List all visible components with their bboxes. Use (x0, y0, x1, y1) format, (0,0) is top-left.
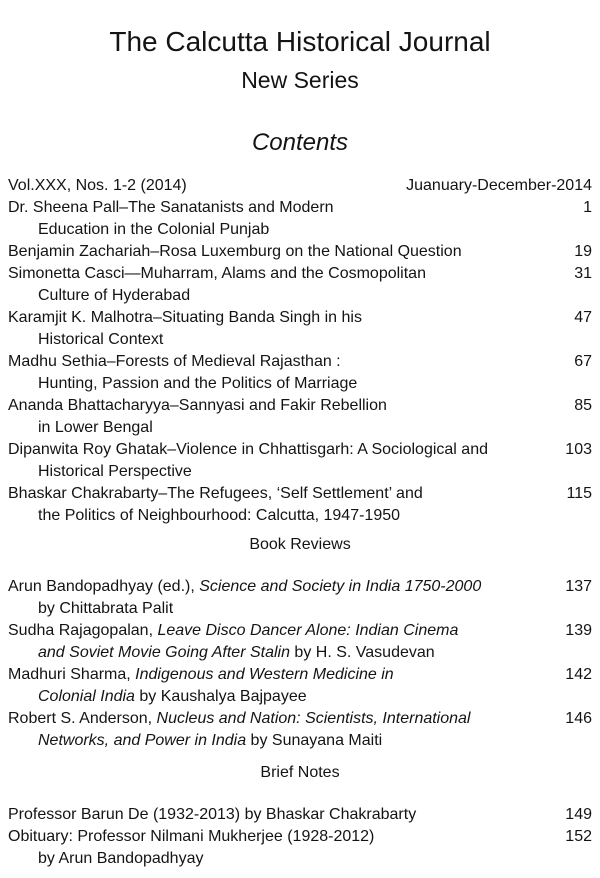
review-entry (0, 576, 600, 620)
article-entry (0, 197, 600, 241)
article-line: Dr. Sheena Pall–The Sanatanists and Modern (8, 199, 334, 216)
article-line: Ananda Bhattacharyya–Sannyasi and Fakir Rebellion (8, 397, 387, 414)
page-number: 115 (566, 485, 592, 502)
article-line-cont: the Politics of Neighbourhood: Calcutta, 1947-1950 (38, 507, 401, 524)
review-entry (0, 664, 600, 708)
page-number: 31 (574, 265, 592, 282)
contents-heading: Contents (251, 129, 349, 156)
article-entry (0, 395, 600, 439)
article-entry (0, 483, 600, 527)
review-title: Indigenous and Western Medicine in (135, 666, 394, 683)
review-author: Arun Bandopadhyay (ed.), (8, 578, 200, 595)
page-number: 67 (574, 353, 592, 370)
page-number: 103 (565, 441, 592, 458)
article-line: Simonetta Casci—Muharram, Alams and the Cosmopolitan (8, 265, 426, 282)
brief-notes-list (0, 804, 600, 870)
page-number: 1 (583, 199, 592, 216)
article-entry (0, 351, 600, 395)
review-author: Sudha Rajagopalan, (8, 622, 158, 639)
page-number: 19 (574, 243, 592, 260)
series-subtitle: New Series (241, 67, 359, 93)
article-entry (0, 241, 600, 263)
review-title: Science and Society in India 1750-2000 (199, 578, 482, 595)
article-line: Karamjit K. Malhotra–Situating Banda Singh in his (8, 309, 362, 326)
article-line-cont: Culture of Hyderabad (38, 287, 191, 304)
book-reviews-list (0, 576, 600, 752)
article-entry (0, 263, 600, 307)
article-line: Benjamin Zachariah–Rosa Luxemburg on the National Question (8, 243, 462, 260)
volume-period: Juanuary-December-2014 (406, 177, 592, 194)
page-number: 47 (574, 309, 592, 326)
note-line-cont: by Arun Bandopadhyay (38, 850, 204, 867)
article-line: Dipanwita Roy Ghatak–Violence in Chhattisgarh: A Sociological and (8, 441, 488, 458)
review-entry (0, 708, 600, 752)
journal-header (0, 0, 600, 157)
review-title-cont: and Soviet Movie Going After Stalin (38, 644, 290, 661)
article-line: Madhu Sethia–Forests of Medieval Rajasthan : (8, 353, 341, 370)
note-line: Obituary: Professor Nilmani Mukherjee (1928-2012) (8, 828, 375, 845)
article-line-cont: Education in the Colonial Punjab (38, 221, 270, 238)
article-entry (0, 439, 600, 483)
review-reviewer: by Chittabrata Palit (38, 600, 174, 617)
review-entry (0, 620, 600, 664)
volume-label: Vol.XXX, Nos. 1-2 (2014) (8, 177, 187, 194)
review-author: Robert S. Anderson, (8, 710, 157, 727)
note-entry (0, 826, 600, 870)
article-line-cont: Hunting, Passion and the Politics of Marriage (38, 375, 358, 392)
book-reviews-heading: Book Reviews (249, 536, 351, 553)
page-number: 85 (574, 397, 592, 414)
review-reviewer: by Kaushalya Bajpayee (134, 688, 307, 705)
note-entry (0, 804, 600, 826)
page-number: 152 (565, 828, 592, 845)
note-line: Professor Barun De (1932-2013) by Bhaskar Chakrabarty (8, 806, 417, 823)
page-number: 139 (565, 622, 592, 639)
articles-list (0, 197, 600, 527)
review-reviewer: by Sunayana Maiti (246, 732, 383, 749)
review-author: Madhuri Sharma, (8, 666, 136, 683)
article-line-cont: Historical Perspective (38, 463, 192, 480)
page-number: 146 (565, 710, 592, 727)
page-number: 149 (565, 806, 592, 823)
review-title-cont: Colonial India (38, 688, 135, 705)
review-title: Nucleus and Nation: Scientists, International (156, 710, 471, 727)
page-number: 142 (565, 666, 592, 683)
brief-notes-heading: Brief Notes (260, 764, 340, 781)
page-number: 137 (565, 578, 592, 595)
review-title-cont: Networks, and Power in India (38, 732, 247, 749)
article-line-cont: Historical Context (38, 331, 164, 348)
review-reviewer: by H. S. Vasudevan (289, 644, 435, 661)
article-line-cont: in Lower Bengal (38, 419, 153, 436)
volume-line (0, 157, 600, 197)
article-line: Bhaskar Chakrabarty–The Refugees, ‘Self Settlement’ and (8, 485, 423, 502)
journal-title: The Calcutta Historical Journal (109, 26, 491, 57)
article-entry (0, 307, 600, 351)
review-title: Leave Disco Dancer Alone: Indian Cinema (157, 622, 459, 639)
